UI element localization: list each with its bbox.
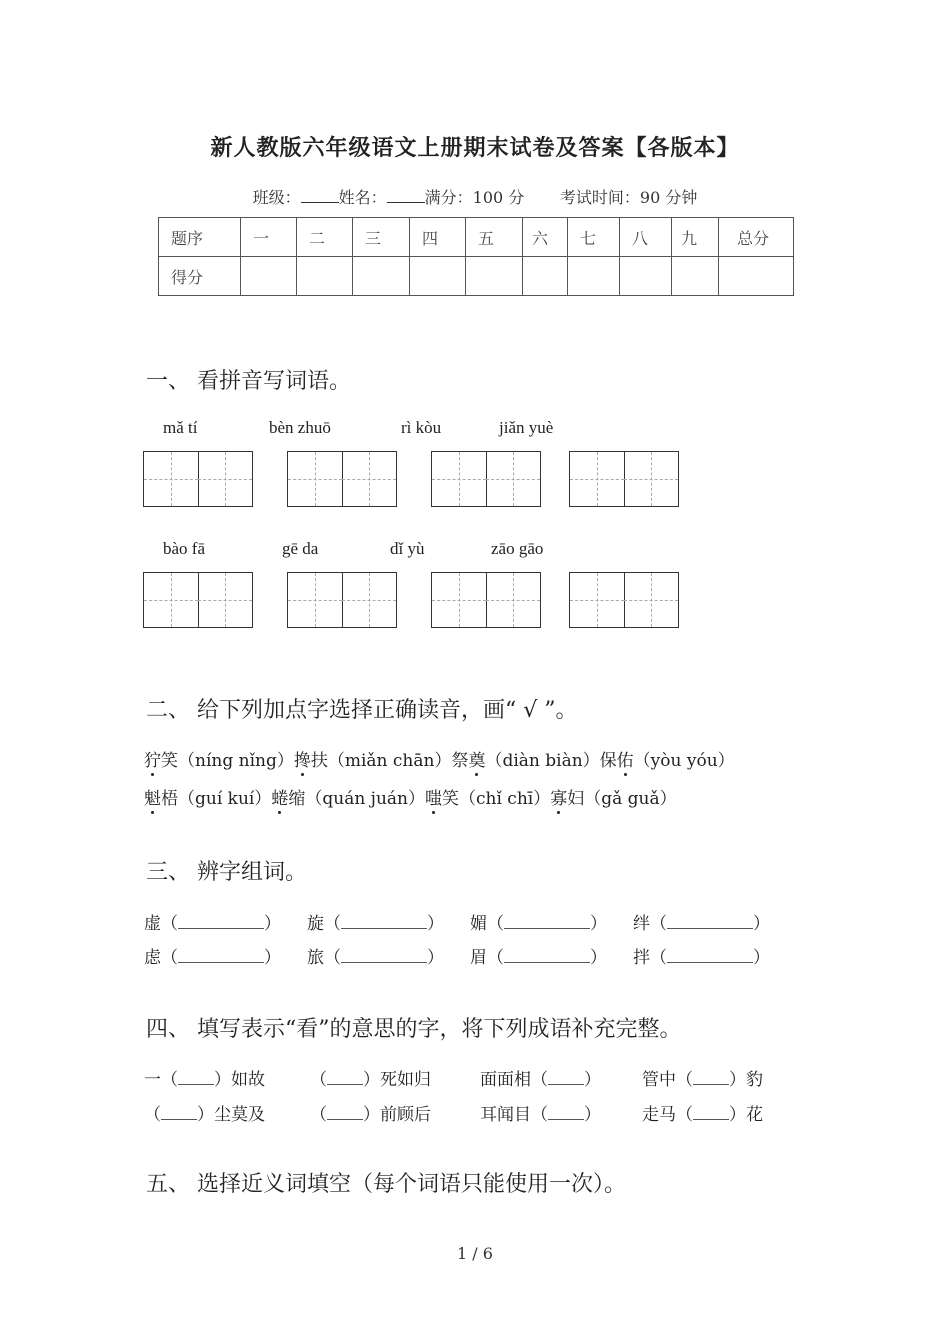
score-header-cell: 五 [466, 218, 523, 257]
score-header-cell: 二 [297, 218, 353, 257]
word-group-item[interactable]: 拌（ ） [633, 948, 770, 968]
score-cell[interactable] [719, 257, 794, 296]
exam-time: 考试时间：90 分钟 [559, 188, 698, 207]
pronunciation-line-1 [144, 746, 735, 771]
writing-grid[interactable] [431, 572, 541, 628]
word-group-item[interactable]: 虚（ ） [144, 914, 281, 934]
class-label: 班级： [252, 188, 301, 207]
score-cell[interactable] [353, 257, 410, 296]
name-label: 姓名： [338, 188, 387, 207]
pronunciation-item[interactable]: 嗤笑（chǐ chī） [424, 789, 551, 809]
pronunciation-line-2 [144, 784, 677, 809]
score-cell[interactable] [620, 257, 672, 296]
idiom-item[interactable]: （ ）尘莫及 [144, 1105, 265, 1125]
idiom-item[interactable]: （ ）死如归 [310, 1070, 431, 1090]
idiom-item[interactable]: 耳闻目（ ） [480, 1105, 601, 1125]
name-blank[interactable] [387, 188, 425, 203]
writing-grid[interactable] [431, 451, 541, 507]
writing-grid[interactable] [569, 572, 679, 628]
idiom-item[interactable]: 面面相（ ） [480, 1070, 601, 1090]
pronunciation-item[interactable]: 保佑（yòu yóu） [599, 751, 735, 771]
word-group-item[interactable]: 旋（ ） [307, 914, 444, 934]
score-header-row [159, 218, 794, 257]
pronunciation-item[interactable]: 蜷缩（quán juán） [271, 789, 425, 809]
score-cell[interactable] [568, 257, 620, 296]
word-group-item[interactable]: 旅（ ） [307, 948, 444, 968]
pinyin-label: bèn zhuō [269, 418, 331, 437]
word-group-item[interactable]: 眉（ ） [470, 948, 607, 968]
pinyin-label: dǐ yù [390, 539, 425, 558]
pronunciation-item[interactable]: 寡妇（gǎ guǎ） [550, 789, 677, 809]
score-header-cell: 总分 [719, 218, 794, 257]
score-header-cell: 六 [523, 218, 568, 257]
score-header-cell: 题序 [159, 218, 241, 257]
pinyin-label: bào fā [163, 539, 206, 558]
writing-grid[interactable] [569, 451, 679, 507]
word-group-item[interactable]: 虑（ ） [144, 948, 281, 968]
score-row-label: 得分 [159, 257, 241, 296]
writing-grid[interactable] [287, 451, 397, 507]
idiom-item[interactable]: 管中（ ）豹 [642, 1070, 763, 1090]
pinyin-label: zāo gāo [491, 539, 544, 558]
pronunciation-item[interactable]: 狞笑（níng nǐng） [144, 751, 294, 771]
score-cell[interactable] [672, 257, 719, 296]
exam-info [0, 185, 950, 208]
score-header-cell: 九 [672, 218, 719, 257]
score-cell[interactable] [241, 257, 297, 296]
full-score: 满分：100 分 [424, 188, 525, 207]
word-group-item[interactable]: 媚（ ） [470, 914, 607, 934]
writing-grid[interactable] [143, 572, 253, 628]
score-cell[interactable] [466, 257, 523, 296]
pronunciation-item[interactable]: 魁梧（guí kuí） [144, 789, 272, 809]
idiom-item[interactable]: 走马（ ）花 [642, 1105, 763, 1125]
score-cell[interactable] [410, 257, 466, 296]
idiom-item[interactable]: （ ）前顾后 [310, 1105, 431, 1125]
pinyin-label: rì kòu [401, 418, 442, 437]
score-header-cell: 一 [241, 218, 297, 257]
section-5-title: 五、 选择近义词填空（每个词语只能使用一次）。 [146, 1172, 626, 1197]
pronunciation-item[interactable]: 搀扶（miǎn chān） [293, 751, 452, 771]
idiom-item[interactable]: 一（ ）如故 [144, 1070, 265, 1090]
word-group-item[interactable]: 绊（ ） [633, 914, 770, 934]
page-title: 新人教版六年级语文上册期末试卷及答案【各版本】 [210, 135, 740, 161]
score-cell[interactable] [523, 257, 568, 296]
score-header-cell: 七 [568, 218, 620, 257]
page-number: 1 / 6 [457, 1244, 493, 1263]
pinyin-label: mǎ tí [163, 418, 198, 437]
writing-grid[interactable] [143, 451, 253, 507]
section-1-title: 一、 看拼音写词语。 [146, 369, 351, 394]
writing-grid[interactable] [287, 572, 397, 628]
class-blank[interactable] [301, 188, 339, 203]
score-header-cell: 三 [353, 218, 410, 257]
score-value-row [159, 257, 794, 296]
section-3-title: 三、 辨字组词。 [146, 860, 307, 885]
score-header-cell: 四 [410, 218, 466, 257]
section-4-title: 四、 填写表示“看”的意思的字，将下列成语补充完整。 [146, 1017, 682, 1042]
score-header-cell: 八 [620, 218, 672, 257]
section-2-title: 二、 给下列加点字选择正确读音，画“ √ ”。 [146, 698, 578, 723]
pinyin-label: gē da [282, 539, 319, 558]
pronunciation-item[interactable]: 祭奠（diàn biàn） [451, 751, 600, 771]
pinyin-label: jiǎn yuè [499, 418, 554, 437]
score-cell[interactable] [297, 257, 353, 296]
score-table [158, 217, 794, 296]
